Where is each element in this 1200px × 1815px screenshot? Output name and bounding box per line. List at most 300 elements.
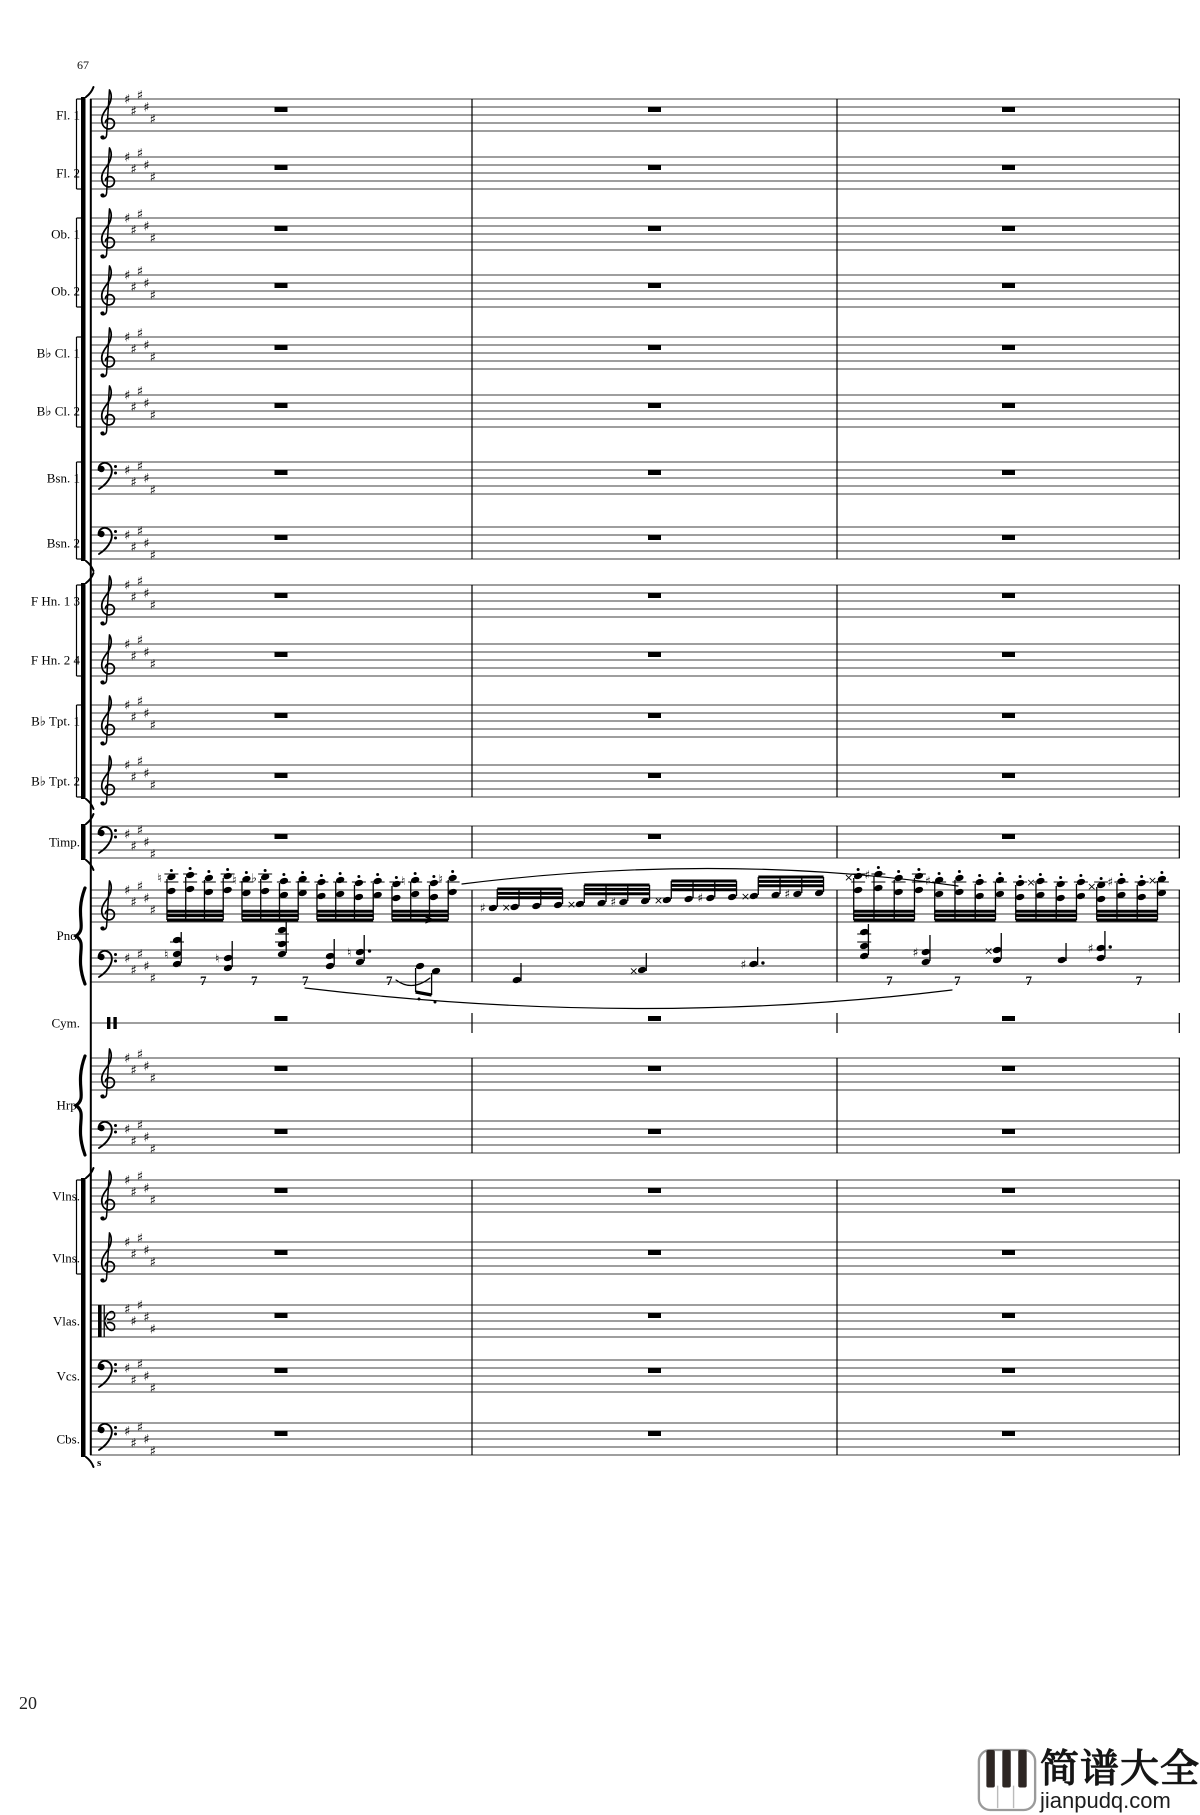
whole-rest xyxy=(1002,1016,1015,1021)
whole-rest xyxy=(1002,345,1015,350)
whole-rest xyxy=(275,652,288,657)
svg-text:♯: ♯ xyxy=(124,951,131,967)
instrument-label: Fl. 2 xyxy=(56,165,80,181)
staff-row xyxy=(31,695,1180,746)
piano-treble-measure xyxy=(844,866,1169,920)
whole-rest xyxy=(1002,713,1015,718)
svg-text:♯: ♯ xyxy=(130,1134,137,1150)
bass-clef-icon xyxy=(98,827,117,853)
svg-text:♯: ♯ xyxy=(130,590,137,606)
svg-text:♯: ♯ xyxy=(124,1235,131,1251)
svg-text:♯: ♯ xyxy=(149,483,156,499)
svg-text:♮: ♮ xyxy=(215,951,220,966)
key-signature xyxy=(124,824,156,863)
staff-row xyxy=(51,208,1180,259)
whole-rest xyxy=(275,470,288,475)
svg-text:♯: ♯ xyxy=(130,1063,137,1079)
whole-rest xyxy=(648,593,661,598)
svg-text:♯: ♯ xyxy=(136,633,144,649)
whole-rests xyxy=(275,1066,1016,1071)
whole-rest xyxy=(1002,1066,1015,1071)
svg-text:♯: ♯ xyxy=(136,694,144,710)
whole-rests xyxy=(275,652,1016,657)
staff-row xyxy=(57,1358,1180,1397)
key-signature xyxy=(124,525,156,564)
svg-text:♯: ♯ xyxy=(143,1369,150,1385)
svg-text:×: × xyxy=(844,871,854,884)
svg-text:♯: ♯ xyxy=(149,408,156,424)
svg-text:♯: ♯ xyxy=(149,718,156,734)
whole-rest xyxy=(275,1188,288,1193)
whole-rest xyxy=(648,1066,661,1071)
accent-mark xyxy=(424,913,435,928)
key-signature xyxy=(124,460,156,499)
svg-text:♯: ♯ xyxy=(149,1444,156,1460)
whole-rest xyxy=(1002,470,1015,475)
whole-rests xyxy=(275,1368,1016,1373)
whole-rest xyxy=(275,403,288,408)
svg-text:♯: ♯ xyxy=(130,223,137,239)
svg-text:♯: ♯ xyxy=(143,276,150,292)
instrument-label: Ob. 2 xyxy=(51,283,80,299)
staff-row xyxy=(49,824,1180,863)
staff-row xyxy=(57,1421,1180,1460)
whole-rest xyxy=(275,593,288,598)
whole-rest xyxy=(648,107,661,112)
svg-text:♯: ♯ xyxy=(136,207,144,223)
svg-text:♯: ♯ xyxy=(143,396,150,412)
stray-mark: s xyxy=(97,1457,102,1469)
whole-rest xyxy=(648,652,661,657)
key-signature xyxy=(124,1299,156,1338)
page-number: 20 xyxy=(19,1693,37,1713)
svg-text:♯: ♯ xyxy=(149,170,156,186)
whole-rests xyxy=(275,773,1016,778)
svg-text:♯: ♯ xyxy=(149,657,156,673)
whole-rests xyxy=(275,1313,1016,1318)
whole-rest xyxy=(648,773,661,778)
svg-text:♯: ♯ xyxy=(149,288,156,304)
svg-text:♭: ♭ xyxy=(251,871,257,885)
svg-text:♯: ♯ xyxy=(149,548,156,564)
staff-row xyxy=(31,755,1180,806)
svg-text:♯: ♯ xyxy=(130,839,137,855)
svg-text:♯: ♯ xyxy=(130,162,137,178)
svg-text:♯: ♯ xyxy=(143,1059,150,1075)
svg-text:♯: ♯ xyxy=(149,350,156,366)
whole-rests xyxy=(275,713,1016,718)
whole-rests xyxy=(275,1129,1016,1134)
key-signature xyxy=(124,147,156,186)
staff-brace xyxy=(76,888,85,984)
slur xyxy=(462,868,958,886)
instrument-label: Bsn. 2 xyxy=(46,535,80,551)
whole-rest xyxy=(648,834,661,839)
whole-rest xyxy=(275,773,288,778)
staff-row xyxy=(56,147,1180,198)
whole-rest xyxy=(648,226,661,231)
whole-rest xyxy=(648,713,661,718)
key-signature xyxy=(124,1119,156,1158)
watermark-domain: jianpudq.com xyxy=(1039,1788,1171,1813)
svg-text:♯: ♯ xyxy=(1087,941,1094,956)
instrument-label: Vlns. xyxy=(52,1250,80,1266)
whole-rest xyxy=(275,1313,288,1318)
svg-text:♯: ♯ xyxy=(143,219,150,235)
whole-rest xyxy=(648,470,661,475)
svg-text:♯: ♯ xyxy=(124,211,131,227)
measure-number-label: 67 xyxy=(77,58,89,72)
svg-text:♯: ♯ xyxy=(925,874,931,888)
svg-text:♯: ♯ xyxy=(143,645,150,661)
svg-text:7: 7 xyxy=(386,973,393,988)
svg-text:7: 7 xyxy=(251,973,258,988)
svg-text:♯: ♯ xyxy=(130,649,137,665)
svg-text:♮: ♮ xyxy=(232,873,237,887)
svg-text:♯: ♯ xyxy=(124,637,131,653)
staff-row xyxy=(47,525,1180,564)
svg-text:♯: ♯ xyxy=(124,1051,131,1067)
staff-row xyxy=(51,1016,1180,1031)
instrument-label: B♭ Cl. 2 xyxy=(36,403,80,419)
svg-text:>: > xyxy=(424,913,435,928)
svg-text:♯: ♯ xyxy=(143,338,150,354)
svg-text:♯: ♯ xyxy=(124,150,131,166)
svg-text:♯: ♯ xyxy=(130,1373,137,1389)
instrument-label: Bsn. 1 xyxy=(46,470,80,486)
svg-text:♯: ♯ xyxy=(130,710,137,726)
instrument-label: Vlns. xyxy=(52,1188,80,1204)
whole-rests xyxy=(275,107,1016,112)
svg-text:♯: ♯ xyxy=(136,823,144,839)
whole-rest xyxy=(648,1188,661,1193)
key-signature xyxy=(124,575,156,614)
svg-text:♯: ♯ xyxy=(124,1361,131,1377)
whole-rest xyxy=(648,283,661,288)
svg-text:♮: ♮ xyxy=(164,947,169,962)
instrument-label: Hrp. xyxy=(56,1097,80,1113)
svg-text:♯: ♯ xyxy=(610,895,617,909)
whole-rest xyxy=(1002,535,1015,540)
whole-rest xyxy=(1002,1431,1015,1436)
svg-text:♮: ♮ xyxy=(347,945,352,960)
whole-rest xyxy=(275,1431,288,1436)
svg-text:×: × xyxy=(1147,874,1158,887)
bass-clef-icon xyxy=(98,463,117,489)
whole-rest xyxy=(648,1431,661,1436)
whole-rest xyxy=(1002,652,1015,657)
svg-text:♯: ♯ xyxy=(124,1424,131,1440)
svg-text:♯: ♯ xyxy=(697,891,704,905)
svg-text:♯: ♯ xyxy=(143,766,150,782)
whole-rests xyxy=(275,283,1016,288)
whole-rest xyxy=(1002,593,1015,598)
whole-rest xyxy=(275,283,288,288)
svg-text:♯: ♯ xyxy=(143,706,150,722)
whole-rest xyxy=(648,403,661,408)
bass-clef-icon xyxy=(98,1424,117,1450)
whole-rest xyxy=(648,345,661,350)
svg-text:♮: ♮ xyxy=(401,874,406,888)
svg-text:♯: ♯ xyxy=(149,778,156,794)
instrument-label: Ob. 1 xyxy=(51,226,80,242)
piano-treble-measure xyxy=(480,877,824,915)
whole-rest xyxy=(275,1129,288,1134)
staff-row xyxy=(57,1048,1180,1113)
whole-rest xyxy=(1002,1313,1015,1318)
key-signature xyxy=(124,880,156,919)
whole-rests xyxy=(275,403,1016,408)
svg-text:♯: ♯ xyxy=(149,847,156,863)
svg-text:♯: ♯ xyxy=(130,770,137,786)
svg-text:♯: ♯ xyxy=(136,1357,144,1373)
svg-text:♯: ♯ xyxy=(136,1169,144,1185)
svg-text:♯: ♯ xyxy=(143,1310,150,1326)
piano-keys-icon xyxy=(977,1748,1037,1812)
svg-text:♯: ♯ xyxy=(124,528,131,544)
whole-rest xyxy=(648,165,661,170)
staff-brace xyxy=(76,1056,85,1155)
svg-text:♯: ♯ xyxy=(740,957,747,972)
svg-text:♯: ♯ xyxy=(143,1243,150,1259)
svg-text:♯: ♯ xyxy=(149,1193,156,1209)
svg-text:♯: ♯ xyxy=(143,835,150,851)
svg-text:♯: ♯ xyxy=(124,1302,131,1318)
svg-text:♯: ♯ xyxy=(124,388,131,404)
svg-text:×: × xyxy=(501,901,511,914)
svg-text:♯: ♯ xyxy=(130,963,137,979)
svg-text:7: 7 xyxy=(954,973,961,988)
instrument-label: Vcs. xyxy=(56,1368,80,1384)
svg-text:♯: ♯ xyxy=(136,264,144,280)
whole-rest xyxy=(1002,283,1015,288)
svg-text:×: × xyxy=(740,890,751,903)
staff-row xyxy=(52,1232,1180,1283)
whole-rest xyxy=(1002,165,1015,170)
svg-text:♯: ♯ xyxy=(136,754,144,770)
whole-rest xyxy=(1002,226,1015,231)
whole-rest xyxy=(275,1066,288,1071)
key-signature xyxy=(124,695,156,734)
whole-rests xyxy=(275,226,1016,231)
instrument-label: Cym. xyxy=(51,1015,80,1031)
svg-text:7: 7 xyxy=(1135,973,1143,988)
staff-row xyxy=(56,89,1180,140)
key-signature xyxy=(124,948,156,987)
svg-text:♯: ♯ xyxy=(136,1420,144,1436)
whole-rest xyxy=(1002,107,1015,112)
svg-text:♯: ♯ xyxy=(143,158,150,174)
svg-text:♯: ♯ xyxy=(149,1255,156,1271)
instrument-label: Fl. 1 xyxy=(56,107,80,123)
instrument-label: B♭ Tpt. 2 xyxy=(31,773,80,789)
svg-text:♯: ♯ xyxy=(149,1381,156,1397)
svg-text:♯: ♯ xyxy=(143,1130,150,1146)
whole-rest xyxy=(1002,773,1015,778)
whole-rest xyxy=(648,1368,661,1373)
svg-text:♯: ♯ xyxy=(124,883,131,899)
svg-text:♯: ♯ xyxy=(149,903,156,919)
bass-clef-icon xyxy=(98,951,117,977)
key-signature xyxy=(124,385,156,424)
svg-text:♯: ♯ xyxy=(143,586,150,602)
key-signature xyxy=(124,208,156,247)
piano-treble-measure xyxy=(157,867,459,920)
whole-rest xyxy=(275,165,288,170)
piano-part xyxy=(157,866,1169,1009)
key-signature xyxy=(124,755,156,794)
svg-text:×: × xyxy=(566,898,577,911)
svg-text:×: × xyxy=(653,894,664,907)
svg-text:×: × xyxy=(984,944,994,958)
instrument-label: Pno. xyxy=(56,928,80,943)
svg-text:♯: ♯ xyxy=(149,231,156,247)
svg-text:♯: ♯ xyxy=(136,1118,144,1134)
key-signature xyxy=(124,1048,156,1087)
whole-rest xyxy=(1002,403,1015,408)
svg-text:♯: ♯ xyxy=(136,574,144,590)
svg-text:♯: ♯ xyxy=(130,895,137,911)
svg-text:♯: ♯ xyxy=(136,88,144,104)
svg-text:♯: ♯ xyxy=(130,475,137,491)
svg-text:♯: ♯ xyxy=(149,1071,156,1087)
whole-rests xyxy=(275,834,1016,839)
svg-text:7: 7 xyxy=(1025,973,1032,988)
svg-text:♯: ♯ xyxy=(130,280,137,296)
svg-text:♯: ♯ xyxy=(1107,875,1114,889)
staff-row xyxy=(90,1119,1180,1158)
svg-text:♯: ♯ xyxy=(149,112,156,128)
site-watermark xyxy=(977,1748,1200,1812)
whole-rests xyxy=(275,535,1016,540)
svg-text:♯: ♯ xyxy=(124,827,131,843)
whole-rest xyxy=(275,226,288,231)
whole-rest xyxy=(1002,1188,1015,1193)
key-signature xyxy=(124,327,156,366)
svg-text:♯: ♯ xyxy=(149,1142,156,1158)
whole-rests xyxy=(275,1250,1016,1255)
instrument-label: B♭ Tpt. 1 xyxy=(31,713,80,729)
svg-text:♯: ♯ xyxy=(149,598,156,614)
svg-text:♯: ♯ xyxy=(143,891,150,907)
svg-text:♯: ♯ xyxy=(130,400,137,416)
instrument-label: F Hn. 1 3 xyxy=(30,593,80,609)
svg-text:♯: ♯ xyxy=(130,1314,137,1330)
svg-text:7: 7 xyxy=(302,973,309,988)
key-signature xyxy=(124,1170,156,1209)
svg-text:♯: ♯ xyxy=(130,1247,137,1263)
svg-text:♯: ♯ xyxy=(479,901,486,915)
instrument-label: B♭ Cl. 1 xyxy=(36,345,80,361)
svg-text:♯: ♯ xyxy=(143,471,150,487)
instrument-label: Vlas. xyxy=(52,1313,80,1329)
svg-text:♯: ♯ xyxy=(143,1181,150,1197)
whole-rest xyxy=(275,713,288,718)
svg-text:×: × xyxy=(1087,880,1097,893)
svg-text:♯: ♯ xyxy=(143,536,150,552)
instrument-label: Timp. xyxy=(49,834,80,850)
svg-text:×: × xyxy=(1026,876,1036,889)
whole-rest xyxy=(1002,834,1015,839)
svg-text:♮: ♮ xyxy=(157,871,162,885)
staff-row xyxy=(37,327,1180,378)
bass-clef-icon xyxy=(98,1122,117,1148)
svg-text:♯: ♯ xyxy=(149,1322,156,1338)
svg-text:♯: ♯ xyxy=(130,104,137,120)
staff-row xyxy=(51,265,1180,316)
svg-text:♯: ♯ xyxy=(124,1173,131,1189)
svg-text:♯: ♯ xyxy=(136,1231,144,1247)
svg-text:♯: ♯ xyxy=(864,868,871,882)
svg-text:♯: ♯ xyxy=(136,384,144,400)
whole-rest xyxy=(275,345,288,350)
staff-row xyxy=(31,575,1180,626)
key-signature xyxy=(124,89,156,128)
piano-bass-measure xyxy=(857,924,1142,988)
whole-rest xyxy=(275,1368,288,1373)
bass-clef-icon xyxy=(98,1361,117,1387)
svg-text:♯: ♯ xyxy=(136,146,144,162)
svg-text:♯: ♯ xyxy=(130,540,137,556)
svg-text:♯: ♯ xyxy=(130,1436,137,1452)
key-signature xyxy=(124,1232,156,1271)
whole-rest xyxy=(1002,1129,1015,1134)
svg-text:♯: ♯ xyxy=(784,887,791,901)
svg-text:♯: ♯ xyxy=(136,459,144,475)
whole-rest xyxy=(275,834,288,839)
whole-rests xyxy=(275,470,1016,475)
svg-text:♯: ♯ xyxy=(136,524,144,540)
svg-text:♯: ♯ xyxy=(124,758,131,774)
instrument-label: Cbs. xyxy=(56,1431,80,1447)
svg-text:♯: ♯ xyxy=(124,1122,131,1138)
key-signature xyxy=(124,634,156,673)
whole-rest xyxy=(1002,1368,1015,1373)
whole-rests xyxy=(275,165,1016,170)
svg-text:♮: ♮ xyxy=(438,872,443,886)
svg-text:♯: ♯ xyxy=(136,1298,144,1314)
svg-text:♯: ♯ xyxy=(143,100,150,116)
whole-rest xyxy=(648,1313,661,1318)
svg-text:♯: ♯ xyxy=(124,92,131,108)
svg-text:♯: ♯ xyxy=(124,698,131,714)
svg-text:♯: ♯ xyxy=(912,945,919,960)
svg-text:♯: ♯ xyxy=(143,959,150,975)
whole-rests xyxy=(275,345,1016,350)
whole-rest xyxy=(648,1016,661,1021)
staff-row xyxy=(37,385,1180,436)
key-signature xyxy=(124,1421,156,1460)
svg-text:♯: ♯ xyxy=(124,268,131,284)
staff-row xyxy=(53,1299,1180,1338)
slur xyxy=(305,988,952,1009)
svg-text:7: 7 xyxy=(886,973,893,988)
svg-text:♯: ♯ xyxy=(136,326,144,342)
whole-rest xyxy=(648,1250,661,1255)
svg-text:♯: ♯ xyxy=(124,463,131,479)
svg-text:♯: ♯ xyxy=(130,1185,137,1201)
whole-rests xyxy=(275,1016,1016,1021)
whole-rests xyxy=(275,1188,1016,1193)
whole-rests xyxy=(275,1431,1016,1436)
whole-rests xyxy=(275,593,1016,598)
key-signature xyxy=(124,265,156,304)
piano-bass-measure xyxy=(164,922,441,1004)
whole-rest xyxy=(275,535,288,540)
whole-rest xyxy=(1002,1250,1015,1255)
svg-text:♯: ♯ xyxy=(143,1432,150,1448)
watermark-brand: 简谱大全 xyxy=(1039,1748,1200,1791)
